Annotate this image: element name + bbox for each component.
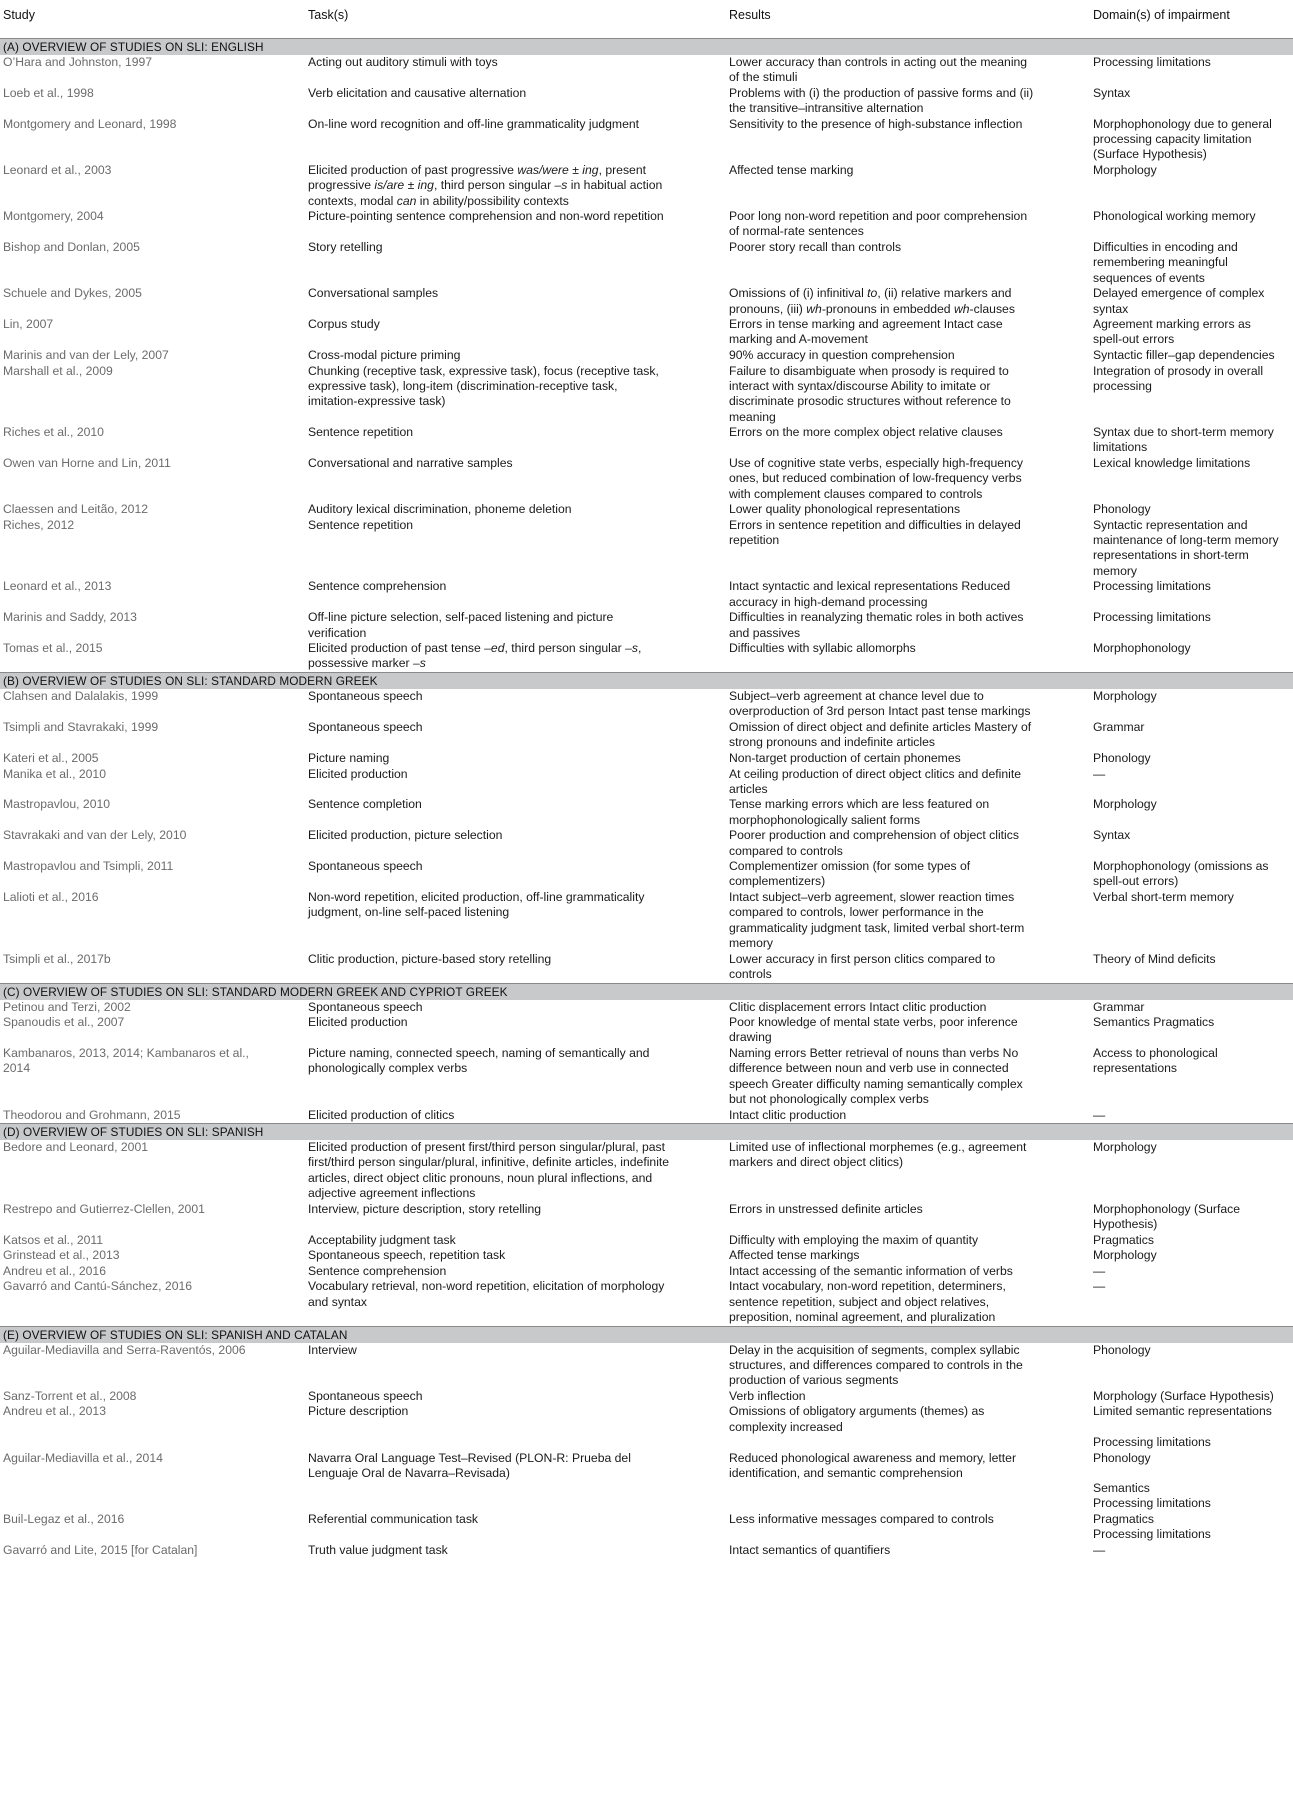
cell-results: Complementizer omission (for some types of complementizers) (729, 859, 971, 889)
table-row (0, 117, 1293, 163)
cell-study: Buil-Legaz et al., 2016 (3, 1512, 125, 1526)
cell-study: Lin, 2007 (3, 317, 54, 332)
cell-study: Montgomery, 2004 (3, 209, 104, 224)
table-row (0, 890, 1293, 951)
cell-domains: Processing limitations (1093, 55, 1211, 69)
cell-domains: Morphophonology (1093, 641, 1191, 656)
cell-study: Kambanaros, 2013, 2014; Kambanaros et al., 2014 (3, 1046, 249, 1076)
cell-domains: Lexical knowledge limitations (1093, 456, 1251, 471)
cell-results: Errors in tense marking and agreement Intact case marking and A-movement (729, 317, 1003, 347)
cell-tasks: Sentence comprehension (308, 579, 447, 594)
cell-study: Bedore and Leonard, 2001 (3, 1140, 149, 1155)
cell-tasks: Spontaneous speech (308, 859, 423, 874)
cell-study: Spanoudis et al., 2007 (3, 1015, 125, 1030)
cell-tasks: Elicited production of clitics (308, 1107, 455, 1122)
cell-results: Lower accuracy than controls in acting out the meaning of the stimuli (729, 55, 1028, 85)
cell-domains: Syntactic representation and maintenance of long-term memory representations in short-term memory (1093, 517, 1279, 578)
cell-tasks: Spontaneous speech (308, 720, 423, 734)
cell-domains: — (1093, 1107, 1106, 1122)
cell-results: Intact vocabulary, non-word repetition, determiners, sentence repetition, subject and object relatives, preposition, nominal agreement, and pluralization (729, 1279, 1006, 1324)
cell-results: Intact semantics of quantifiers (729, 1542, 891, 1557)
cell-domains: Morphology (1093, 797, 1157, 812)
cell-tasks: Interview (308, 1342, 357, 1357)
cell-study: Montgomery and Leonard, 1998 (3, 116, 177, 131)
cell-domains: Processing limitations (1093, 579, 1211, 594)
table-row (0, 720, 1293, 751)
table-row (0, 952, 1293, 983)
cell-tasks: Truth value judgment task (308, 1542, 448, 1557)
cell-results: At ceiling production of direct object clitics and definite articles (729, 766, 1021, 796)
cell-study: Petinou and Terzi, 2002 (3, 999, 131, 1014)
cell-tasks: Picture naming (308, 750, 390, 765)
cell-study: Tsimpli and Stavrakaki, 1999 (3, 720, 159, 734)
table-row (0, 859, 1293, 890)
cell-tasks: On-line word recognition and off-line grammaticality judgment (308, 116, 640, 131)
cell-results: Intact clitic production (729, 1107, 847, 1122)
cell-results: Intact subject–verb agreement, slower reaction times compared to controls, lower performance in the grammaticality judgment task, limited verbal short-term memory (729, 890, 1025, 950)
table-row (0, 518, 1293, 579)
cell-tasks: Sentence repetition (308, 425, 414, 440)
cell-study: Gavarró and Cantú-Sánchez, 2016 (3, 1279, 193, 1294)
table-row (0, 1202, 1293, 1233)
cell-tasks: Sentence completion (308, 797, 422, 812)
cell-results: Errors in sentence repetition and difficulties in delayed repetition (729, 517, 1021, 548)
cell-tasks: Corpus study (308, 317, 380, 332)
cell-results: Lower accuracy in first person clitics compared to controls (729, 951, 996, 981)
cell-tasks: Verb elicitation and causative alternation (308, 85, 527, 100)
cell-tasks: Elicited production of past progressive was/were ± ing, present progressive is/are ± ing, third person singular –s in habitual action contexts, modal can in ability/possibility contexts (308, 163, 663, 208)
cell-results: Difficulties in reanalyzing thematic roles in both actives and passives (729, 610, 1024, 640)
cell-study: Marshall et al., 2009 (3, 363, 113, 378)
cell-domains: Morphology (1093, 689, 1157, 704)
cell-results: Omissions of obligatory arguments (themes) as complexity increased (729, 1404, 985, 1434)
cell-tasks: Elicited production of present first/third person singular/plural, past first/third person singular/plural, infinitive, definite articles, indefinite articles, direct object clitic pronouns, noun plural inflections, and adjective agreement inflections (308, 1140, 670, 1200)
cell-results: Naming errors Better retrieval of nouns than verbs No difference between noun and verb use in connected speech Greater difficulty naming semantically complex but not phonologically complex verbs (729, 1046, 1023, 1106)
cell-tasks: Elicited production, picture selection (308, 828, 503, 843)
cell-domains: Difficulties in encoding and remembering meaningful sequences of events (1093, 240, 1238, 285)
table-row (0, 797, 1293, 828)
cell-results: Clitic displacement errors Intact clitic production (729, 999, 987, 1014)
cell-results: Intact accessing of the semantic information of verbs (729, 1263, 1013, 1278)
cell-tasks: Spontaneous speech (308, 1388, 423, 1403)
header-domains: Domain(s) of impairment (1093, 8, 1230, 22)
cell-study: Leonard et al., 2013 (3, 579, 112, 594)
cell-domains: Verbal short-term memory (1093, 890, 1234, 905)
cell-domains: Syntax (1093, 85, 1131, 100)
table-row (0, 1279, 1293, 1325)
cell-domains: Delayed emergence of complex syntax (1093, 286, 1265, 316)
cell-tasks: Conversational samples (308, 286, 439, 301)
cell-results: Affected tense markings (729, 1248, 860, 1263)
cell-tasks: Cross-modal picture priming (308, 348, 461, 363)
cell-domains: Morphology (Surface Hypothesis) (1093, 1388, 1274, 1403)
cell-tasks: Acceptability judgment task (308, 1232, 456, 1247)
cell-domains: Grammar (1093, 999, 1145, 1014)
cell-domains: Phonology (1093, 502, 1151, 517)
cell-results: Subject–verb agreement at chance level due to overproduction of 3rd person Intact past tense markings (729, 689, 1031, 719)
cell-results: Errors in unstressed definite articles (729, 1201, 923, 1216)
table-row (0, 425, 1293, 456)
cell-results: Poorer story recall than controls (729, 240, 902, 255)
cell-domains: Morphology (1093, 163, 1157, 177)
table-row (0, 767, 1293, 798)
cell-study: Mastropavlou, 2010 (3, 797, 111, 812)
cell-study: Schuele and Dykes, 2005 (3, 286, 142, 301)
cell-domains: Morphophonology (omissions as spell-out errors) (1093, 859, 1269, 889)
cell-domains: Pragmatics Processing limitations (1093, 1512, 1211, 1542)
table-row (0, 751, 1293, 766)
table-row (0, 317, 1293, 348)
header-results: Results (729, 8, 771, 22)
cell-domains: Theory of Mind deficits (1093, 951, 1216, 966)
cell-results: Errors on the more complex object relative clauses (729, 425, 1003, 440)
cell-results: 90% accuracy in question comprehension (729, 348, 955, 363)
table-row (0, 1140, 1293, 1201)
table-row (0, 502, 1293, 517)
cell-study: Aguilar-Mediavilla and Serra-Raventós, 2006 (3, 1342, 246, 1357)
cell-tasks: Picture description (308, 1404, 409, 1419)
cell-results: Reduced phonological awareness and memory, letter identification, and semantic comprehension (729, 1450, 1017, 1480)
table-row (0, 1046, 1293, 1107)
table-row (0, 163, 1293, 209)
cell-domains: Syntactic filler–gap dependencies (1093, 348, 1275, 363)
cell-tasks: Story retelling (308, 240, 383, 255)
cell-study: Riches et al., 2010 (3, 425, 104, 440)
cell-tasks: Picture naming, connected speech, naming of semantically and phonologically complex verbs (308, 1046, 650, 1076)
table-row (0, 1343, 1293, 1389)
cell-results: Difficulties with syllabic allomorphs (729, 641, 916, 656)
cell-tasks: Sentence comprehension (308, 1263, 447, 1278)
table-row (0, 1389, 1293, 1404)
section-title: (E) OVERVIEW OF STUDIES ON SLI: SPANISH AND CATALAN (3, 1327, 348, 1342)
table-row (0, 641, 1293, 672)
cell-results: Omissions of (i) infinitival to, (ii) relative markers and pronouns, (iii) wh-pronouns in embedded wh-clauses (729, 286, 1015, 316)
cell-study: Tomas et al., 2015 (3, 641, 103, 656)
cell-domains: — (1093, 1263, 1106, 1278)
table-row (0, 579, 1293, 610)
table-row (0, 456, 1293, 502)
cell-study: Owen van Horne and Lin, 2011 (3, 456, 171, 471)
cell-domains: Processing limitations (1093, 610, 1211, 625)
cell-results: Use of cognitive state verbs, especially high-frequency ones, but reduced combination of low-frequency verbs with complement clauses compared to controls (729, 456, 1024, 501)
cell-results: Failure to disambiguate when prosody is required to interact with syntax/discourse Ability to imitate or discriminate prosodic structures without reference to meaning (729, 363, 1011, 424)
section-heading (0, 1123, 1293, 1140)
cell-study: Katsos et al., 2011 (3, 1232, 104, 1247)
table-row (0, 1451, 1293, 1512)
cell-domains: Syntax due to short-term memory limitations (1093, 425, 1274, 455)
cell-domains: Phonological working memory (1093, 209, 1256, 224)
cell-tasks: Sentence repetition (308, 517, 414, 532)
table-row (0, 1233, 1293, 1248)
table-row (0, 55, 1293, 86)
cell-domains: Syntax (1093, 828, 1131, 843)
cell-study: Andreu et al., 2013 (3, 1404, 106, 1419)
cell-domains: Morphology (1093, 1248, 1157, 1263)
cell-results: Problems with (i) the production of passive forms and (ii) the transitive–intransitive alternation (729, 85, 1034, 116)
cell-tasks: Interview, picture description, story retelling (308, 1201, 542, 1216)
cell-domains: Morphophonology (Surface Hypothesis) (1093, 1201, 1241, 1231)
cell-tasks: Vocabulary retrieval, non-word repetition, elicitation of morphology and syntax (308, 1279, 665, 1309)
cell-study: Loeb et al., 1998 (3, 85, 94, 100)
section-title: (C) OVERVIEW OF STUDIES ON SLI: STANDARD MODERN GREEK AND CYPRIOT GREEK (3, 984, 508, 999)
cell-results: Omission of direct object and definite articles Mastery of strong pronouns and indefinite articles (729, 720, 1032, 750)
cell-domains: Access to phonological representations (1093, 1046, 1218, 1076)
cell-tasks: Non-word repetition, elicited production, off-line grammaticality judgment, on-line self-paced listening (308, 890, 645, 920)
cell-domains: Integration of prosody in overall processing (1093, 363, 1264, 393)
cell-study: Riches, 2012 (3, 517, 75, 532)
section-heading (0, 38, 1293, 55)
table-row (0, 286, 1293, 317)
table-row (0, 1404, 1293, 1450)
cell-results: Verb inflection (729, 1388, 806, 1403)
cell-results: Limited use of inflectional morphemes (e.g., agreement markers and direct object clitics) (729, 1140, 1027, 1170)
table-row (0, 348, 1293, 363)
cell-study: Lalioti et al., 2016 (3, 890, 99, 905)
cell-study: Clahsen and Dalalakis, 1999 (3, 689, 159, 704)
cell-tasks: Acting out auditory stimuli with toys (308, 55, 498, 69)
header-study: Study (3, 8, 35, 22)
cell-tasks: Spontaneous speech, repetition task (308, 1248, 506, 1263)
table-row (0, 610, 1293, 641)
section-heading (0, 983, 1293, 1000)
table-row (0, 240, 1293, 286)
table-row (0, 1015, 1293, 1046)
table-row (0, 1108, 1293, 1123)
cell-tasks: Elicited production (308, 766, 408, 781)
cell-tasks: Clitic production, picture-based story retelling (308, 951, 552, 966)
table-row (0, 689, 1293, 720)
cell-tasks: Picture-pointing sentence comprehension and non-word repetition (308, 209, 664, 224)
cell-study: Theodorou and Grohmann, 2015 (3, 1107, 181, 1122)
table-row (0, 1512, 1293, 1543)
cell-results: Tense marking errors which are less featured on morphophonologically salient forms (729, 797, 990, 827)
cell-study: Grinstead et al., 2013 (3, 1248, 120, 1263)
cell-study: Sanz-Torrent et al., 2008 (3, 1388, 137, 1403)
table-row (0, 209, 1293, 240)
cell-tasks: Off-line picture selection, self-paced listening and picture verification (308, 610, 614, 640)
cell-domains: Phonology (1093, 1342, 1151, 1357)
cell-study: Claessen and Leitão, 2012 (3, 502, 149, 517)
cell-study: Marinis and Saddy, 2013 (3, 610, 137, 625)
cell-study: Gavarró and Lite, 2015 [for Catalan] (3, 1542, 198, 1557)
cell-study: Bishop and Donlan, 2005 (3, 240, 140, 255)
cell-study: Tsimpli et al., 2017b (3, 951, 111, 966)
table-row (0, 364, 1293, 425)
cell-study: Marinis and van der Lely, 2007 (3, 348, 169, 363)
cell-study: Aguilar-Mediavilla et al., 2014 (3, 1450, 163, 1465)
cell-domains: Pragmatics (1093, 1232, 1154, 1247)
section-title: (B) OVERVIEW OF STUDIES ON SLI: STANDARD MODERN GREEK (3, 674, 378, 689)
cell-study: Andreu et al., 2016 (3, 1263, 106, 1278)
cell-domains: — (1093, 1542, 1106, 1557)
cell-results: Lower quality phonological representations (729, 502, 961, 517)
cell-domains: — (1093, 766, 1106, 781)
cell-results: Delay in the acquisition of segments, complex syllabic structures, and differences compared to controls in the production of various segments (729, 1342, 1023, 1388)
cell-study: Restrepo and Gutierrez-Clellen, 2001 (3, 1201, 205, 1216)
cell-domains: Limited semantic representations Processing limitations (1093, 1404, 1272, 1449)
table-row (0, 1248, 1293, 1263)
table-header (0, 0, 1293, 40)
cell-results: Sensitivity to the presence of high-substance inflection (729, 116, 1023, 131)
cell-domains: Morphology (1093, 1140, 1157, 1155)
cell-study: O’Hara and Johnston, 1997 (3, 55, 153, 69)
cell-study: Mastropavlou and Tsimpli, 2011 (3, 859, 174, 874)
section-title: (D) OVERVIEW OF STUDIES ON SLI: SPANISH (3, 1125, 264, 1140)
cell-tasks: Chunking (receptive task, expressive task), focus (receptive task, expressive task), long-item (discrimination-receptive task, imitation-expressive task) (308, 363, 659, 409)
table-row (0, 86, 1293, 117)
cell-study: Stavrakaki and van der Lely, 2010 (3, 828, 187, 843)
cell-results: Difficulty with employing the maxim of quantity (729, 1232, 979, 1247)
cell-tasks: Conversational and narrative samples (308, 456, 513, 471)
section-heading (0, 1326, 1293, 1343)
table-row (0, 1543, 1293, 1558)
table-row (0, 1264, 1293, 1279)
cell-domains: Phonology (1093, 750, 1151, 765)
cell-domains: Phonology Semantics Processing limitations (1093, 1450, 1211, 1511)
cell-domains: Agreement marking errors as spell-out errors (1093, 317, 1251, 347)
cell-tasks: Elicited production of past tense –ed, third person singular –s, possessive marker –s (308, 641, 642, 671)
cell-tasks: Elicited production (308, 1015, 408, 1030)
cell-tasks: Spontaneous speech (308, 689, 423, 704)
cell-study: Kateri et al., 2005 (3, 750, 99, 765)
cell-tasks: Navarra Oral Language Test–Revised (PLON-R: Prueba del Lenguaje Oral de Navarra–Revisada) (308, 1450, 631, 1480)
cell-tasks: Referential communication task (308, 1512, 479, 1526)
header-tasks: Task(s) (308, 8, 349, 22)
cell-results: Poorer production and comprehension of object clitics compared to controls (729, 828, 1019, 858)
cell-study: Leonard et al., 2003 (3, 163, 112, 177)
cell-results: Poor knowledge of mental state verbs, poor inference drawing (729, 1015, 1018, 1045)
cell-domains: Morphophonology due to general processing capacity limitation (Surface Hypothesis) (1093, 116, 1272, 162)
cell-results: Poor long non-word repetition and poor comprehension of normal-rate sentences (729, 209, 1028, 239)
cell-domains: Semantics Pragmatics (1093, 1015, 1215, 1030)
section-heading (0, 672, 1293, 689)
cell-results: Affected tense marking (729, 163, 854, 177)
table-row (0, 1000, 1293, 1015)
cell-tasks: Auditory lexical discrimination, phoneme deletion (308, 502, 572, 517)
cell-tasks: Spontaneous speech (308, 999, 423, 1014)
cell-results: Non-target production of certain phonemes (729, 750, 961, 765)
cell-study: Manika et al., 2010 (3, 766, 106, 781)
section-title: (A) OVERVIEW OF STUDIES ON SLI: ENGLISH (3, 40, 264, 54)
cell-results: Less informative messages compared to controls (729, 1512, 994, 1526)
cell-results: Intact syntactic and lexical representations Reduced accuracy in high-demand processing (729, 579, 1011, 609)
cell-domains: — (1093, 1279, 1106, 1294)
cell-domains: Grammar (1093, 720, 1145, 734)
table-row (0, 828, 1293, 859)
